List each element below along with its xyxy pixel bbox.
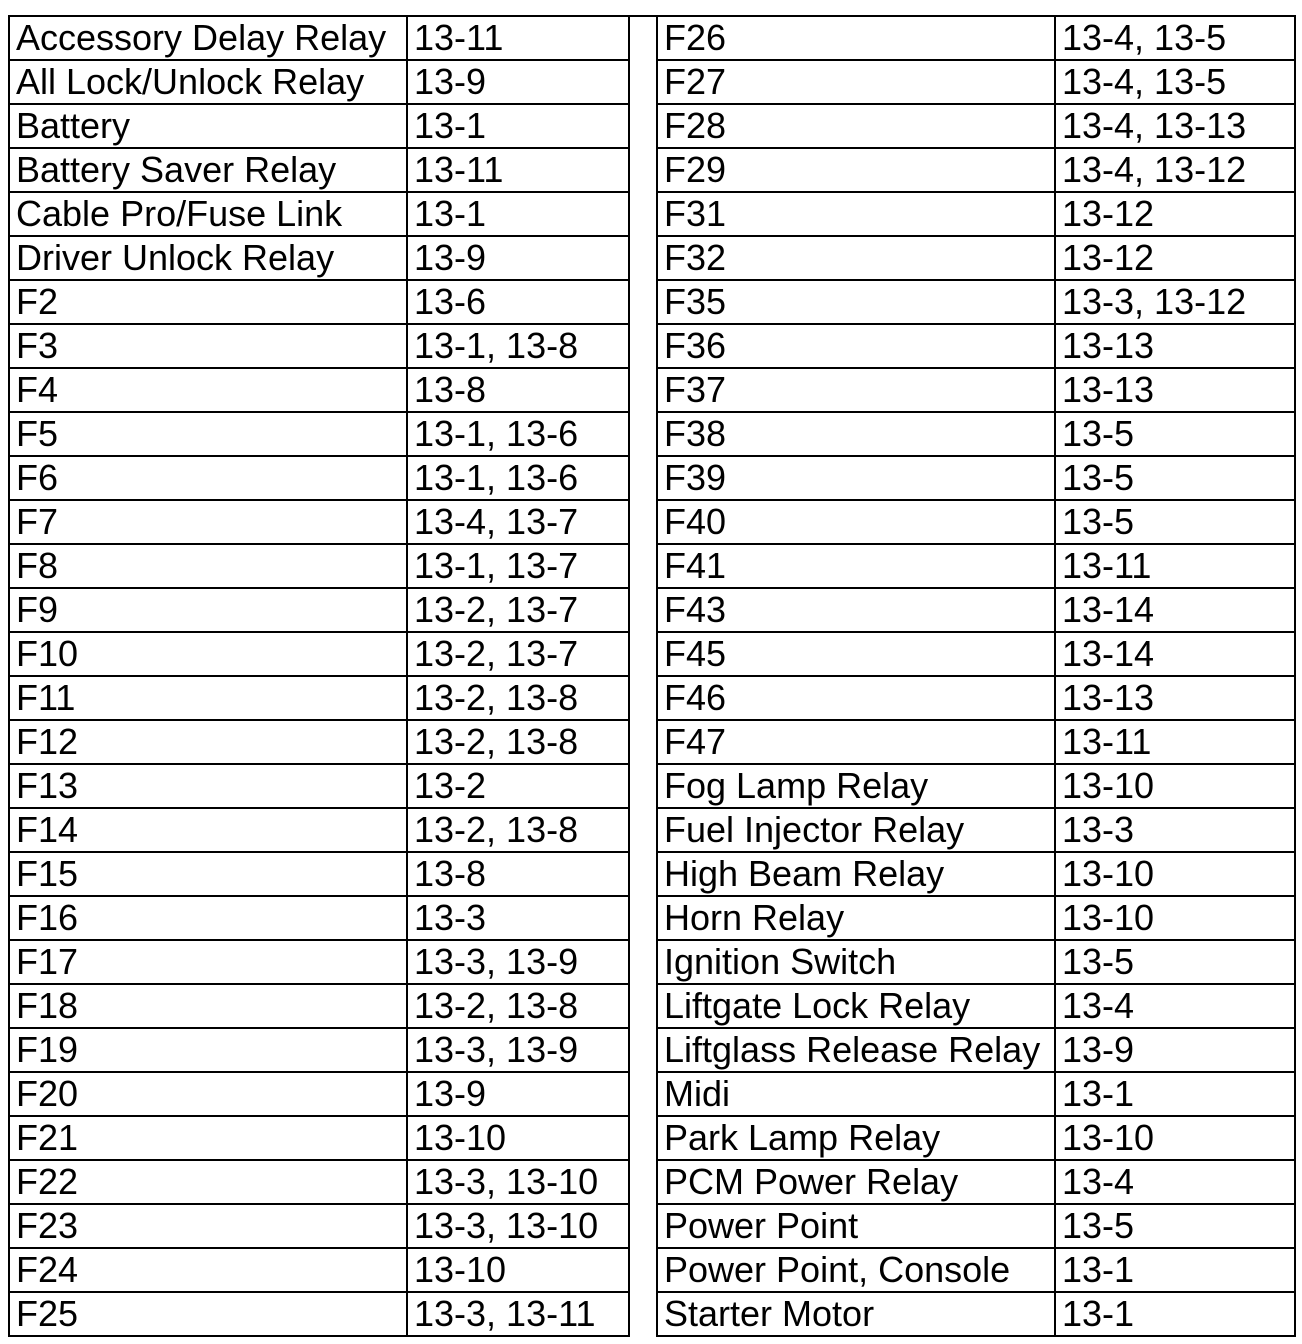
page-reference: 13-3 [1055, 808, 1295, 852]
component-name: Power Point, Console [657, 1248, 1055, 1292]
component-name: Driver Unlock Relay [9, 236, 407, 280]
table-row [657, 236, 1295, 280]
component-name: F40 [657, 500, 1055, 544]
table-row [9, 940, 629, 984]
component-name: Fuel Injector Relay [657, 808, 1055, 852]
page-reference: 13-12 [1055, 192, 1295, 236]
component-name: F37 [657, 368, 1055, 412]
component-name: F21 [9, 1116, 407, 1160]
component-name: Liftglass Release Relay [657, 1028, 1055, 1072]
component-name: F3 [9, 324, 407, 368]
component-name: F26 [657, 16, 1055, 60]
table-row [9, 1160, 629, 1204]
component-name: High Beam Relay [657, 852, 1055, 896]
component-name: Horn Relay [657, 896, 1055, 940]
component-name: F23 [9, 1204, 407, 1248]
table-row [657, 1204, 1295, 1248]
table-row [657, 764, 1295, 808]
page-reference: 13-4, 13-7 [407, 500, 629, 544]
page-reference: 13-13 [1055, 368, 1295, 412]
page-reference: 13-4 [1055, 984, 1295, 1028]
page-reference: 13-6 [407, 280, 629, 324]
table-row [9, 500, 629, 544]
component-name: Cable Pro/Fuse Link [9, 192, 407, 236]
page-reference: 13-2, 13-7 [407, 588, 629, 632]
page-reference: 13-2, 13-8 [407, 676, 629, 720]
page-reference: 13-9 [407, 60, 629, 104]
table-row [9, 16, 629, 60]
table-row [657, 1160, 1295, 1204]
table-row [657, 324, 1295, 368]
page-reference: 13-8 [407, 852, 629, 896]
component-name: F32 [657, 236, 1055, 280]
component-name: F28 [657, 104, 1055, 148]
component-name: F41 [657, 544, 1055, 588]
table-row [657, 940, 1295, 984]
table-row [657, 456, 1295, 500]
page-reference: 13-1, 13-8 [407, 324, 629, 368]
table-row [657, 852, 1295, 896]
page-reference: 13-2, 13-7 [407, 632, 629, 676]
component-name: F22 [9, 1160, 407, 1204]
table-row [657, 808, 1295, 852]
component-name: F27 [657, 60, 1055, 104]
component-index-table-left [8, 15, 630, 1337]
component-name: F24 [9, 1248, 407, 1292]
table-row [9, 280, 629, 324]
table-row [657, 500, 1295, 544]
component-name: Accessory Delay Relay [9, 16, 407, 60]
table-row [657, 544, 1295, 588]
table-row [657, 632, 1295, 676]
component-name: F46 [657, 676, 1055, 720]
component-name: Fog Lamp Relay [657, 764, 1055, 808]
table-row [9, 764, 629, 808]
table-row [657, 676, 1295, 720]
page-reference: 13-10 [1055, 1116, 1295, 1160]
table-row [657, 720, 1295, 764]
table-row [9, 1072, 629, 1116]
table-row [657, 104, 1295, 148]
table-row [9, 1204, 629, 1248]
component-name: F11 [9, 676, 407, 720]
table-row [657, 1028, 1295, 1072]
table-row [9, 148, 629, 192]
component-name: Starter Motor [657, 1292, 1055, 1336]
component-name: F8 [9, 544, 407, 588]
page-reference: 13-8 [407, 368, 629, 412]
page-reference: 13-14 [1055, 588, 1295, 632]
component-name: F20 [9, 1072, 407, 1116]
table-row [657, 280, 1295, 324]
table-row [9, 808, 629, 852]
page-reference: 13-10 [1055, 896, 1295, 940]
page-reference: 13-3, 13-12 [1055, 280, 1295, 324]
table-row [657, 1072, 1295, 1116]
page-reference: 13-3, 13-11 [407, 1292, 629, 1336]
component-name: F35 [657, 280, 1055, 324]
table-row [9, 544, 629, 588]
component-name: F47 [657, 720, 1055, 764]
page-reference: 13-5 [1055, 940, 1295, 984]
component-name: F4 [9, 368, 407, 412]
page-reference: 13-2 [407, 764, 629, 808]
page-reference: 13-1 [407, 104, 629, 148]
table-row [657, 588, 1295, 632]
table-row [657, 984, 1295, 1028]
component-name: F29 [657, 148, 1055, 192]
page-reference: 13-3, 13-9 [407, 940, 629, 984]
table-row [9, 368, 629, 412]
component-name: F9 [9, 588, 407, 632]
table-row [657, 16, 1295, 60]
component-name: F45 [657, 632, 1055, 676]
page-reference: 13-10 [407, 1116, 629, 1160]
page-reference: 13-5 [1055, 456, 1295, 500]
component-name: PCM Power Relay [657, 1160, 1055, 1204]
component-name: F6 [9, 456, 407, 500]
page-reference: 13-12 [1055, 236, 1295, 280]
page-reference: 13-5 [1055, 1204, 1295, 1248]
page-reference: 13-1, 13-6 [407, 456, 629, 500]
page-reference: 13-9 [407, 1072, 629, 1116]
page-reference: 13-13 [1055, 324, 1295, 368]
table-row [9, 412, 629, 456]
component-name: Battery Saver Relay [9, 148, 407, 192]
page-reference: 13-2, 13-8 [407, 720, 629, 764]
component-name: F39 [657, 456, 1055, 500]
page-reference: 13-9 [407, 236, 629, 280]
component-name: Ignition Switch [657, 940, 1055, 984]
table-row [9, 456, 629, 500]
table-row [9, 1292, 629, 1336]
component-name: F13 [9, 764, 407, 808]
table-row [657, 1292, 1295, 1336]
component-name: Liftgate Lock Relay [657, 984, 1055, 1028]
component-name: All Lock/Unlock Relay [9, 60, 407, 104]
table-row [9, 676, 629, 720]
table-row [9, 720, 629, 764]
table-row [9, 852, 629, 896]
table-row [9, 1248, 629, 1292]
page-reference: 13-5 [1055, 500, 1295, 544]
page-reference: 13-11 [407, 148, 629, 192]
page-reference: 13-2, 13-8 [407, 808, 629, 852]
page-reference: 13-4, 13-13 [1055, 104, 1295, 148]
page-reference: 13-11 [1055, 544, 1295, 588]
component-name: Power Point [657, 1204, 1055, 1248]
page-reference: 13-1 [1055, 1072, 1295, 1116]
table-row [9, 192, 629, 236]
component-name: F43 [657, 588, 1055, 632]
page-reference: 13-10 [1055, 764, 1295, 808]
page-reference: 13-11 [407, 16, 629, 60]
column-gap [628, 15, 656, 1337]
table-row [657, 412, 1295, 456]
component-name: F12 [9, 720, 407, 764]
page-reference: 13-4 [1055, 1160, 1295, 1204]
page-reference: 13-1 [1055, 1248, 1295, 1292]
table-row [9, 236, 629, 280]
component-name: F5 [9, 412, 407, 456]
component-name: F19 [9, 1028, 407, 1072]
component-name: F38 [657, 412, 1055, 456]
table-row [657, 60, 1295, 104]
page-reference: 13-3, 13-10 [407, 1204, 629, 1248]
table-row [9, 632, 629, 676]
page-reference: 13-4, 13-12 [1055, 148, 1295, 192]
page-reference: 13-9 [1055, 1028, 1295, 1072]
page-reference: 13-5 [1055, 412, 1295, 456]
table-row [657, 368, 1295, 412]
page-reference: 13-13 [1055, 676, 1295, 720]
component-name: F14 [9, 808, 407, 852]
component-name: F18 [9, 984, 407, 1028]
page-reference: 13-14 [1055, 632, 1295, 676]
table-row [9, 60, 629, 104]
component-name: F7 [9, 500, 407, 544]
page-reference: 13-3 [407, 896, 629, 940]
component-name: F15 [9, 852, 407, 896]
component-name: F36 [657, 324, 1055, 368]
table-row [9, 1028, 629, 1072]
page-reference: 13-4, 13-5 [1055, 60, 1295, 104]
component-name: F31 [657, 192, 1055, 236]
component-name: F17 [9, 940, 407, 984]
page-reference: 13-11 [1055, 720, 1295, 764]
table-row [9, 896, 629, 940]
page-reference: 13-2, 13-8 [407, 984, 629, 1028]
component-name: Park Lamp Relay [657, 1116, 1055, 1160]
page-reference: 13-3, 13-10 [407, 1160, 629, 1204]
page-reference: 13-1, 13-6 [407, 412, 629, 456]
table-row [657, 192, 1295, 236]
table-row [657, 1116, 1295, 1160]
component-index-table-right [656, 15, 1296, 1337]
component-name: F2 [9, 280, 407, 324]
table-row [657, 1248, 1295, 1292]
page-reference: 13-4, 13-5 [1055, 16, 1295, 60]
page-reference: 13-10 [1055, 852, 1295, 896]
table-row [9, 588, 629, 632]
page-reference: 13-1, 13-7 [407, 544, 629, 588]
page-reference: 13-1 [407, 192, 629, 236]
page-reference: 13-10 [407, 1248, 629, 1292]
page-reference: 13-1 [1055, 1292, 1295, 1336]
page-reference: 13-3, 13-9 [407, 1028, 629, 1072]
component-name: F25 [9, 1292, 407, 1336]
component-name: Battery [9, 104, 407, 148]
table-row [657, 148, 1295, 192]
table-row [657, 896, 1295, 940]
table-row [9, 324, 629, 368]
table-row [9, 984, 629, 1028]
component-name: F10 [9, 632, 407, 676]
table-row [9, 104, 629, 148]
component-name: F16 [9, 896, 407, 940]
component-name: Midi [657, 1072, 1055, 1116]
table-row [9, 1116, 629, 1160]
